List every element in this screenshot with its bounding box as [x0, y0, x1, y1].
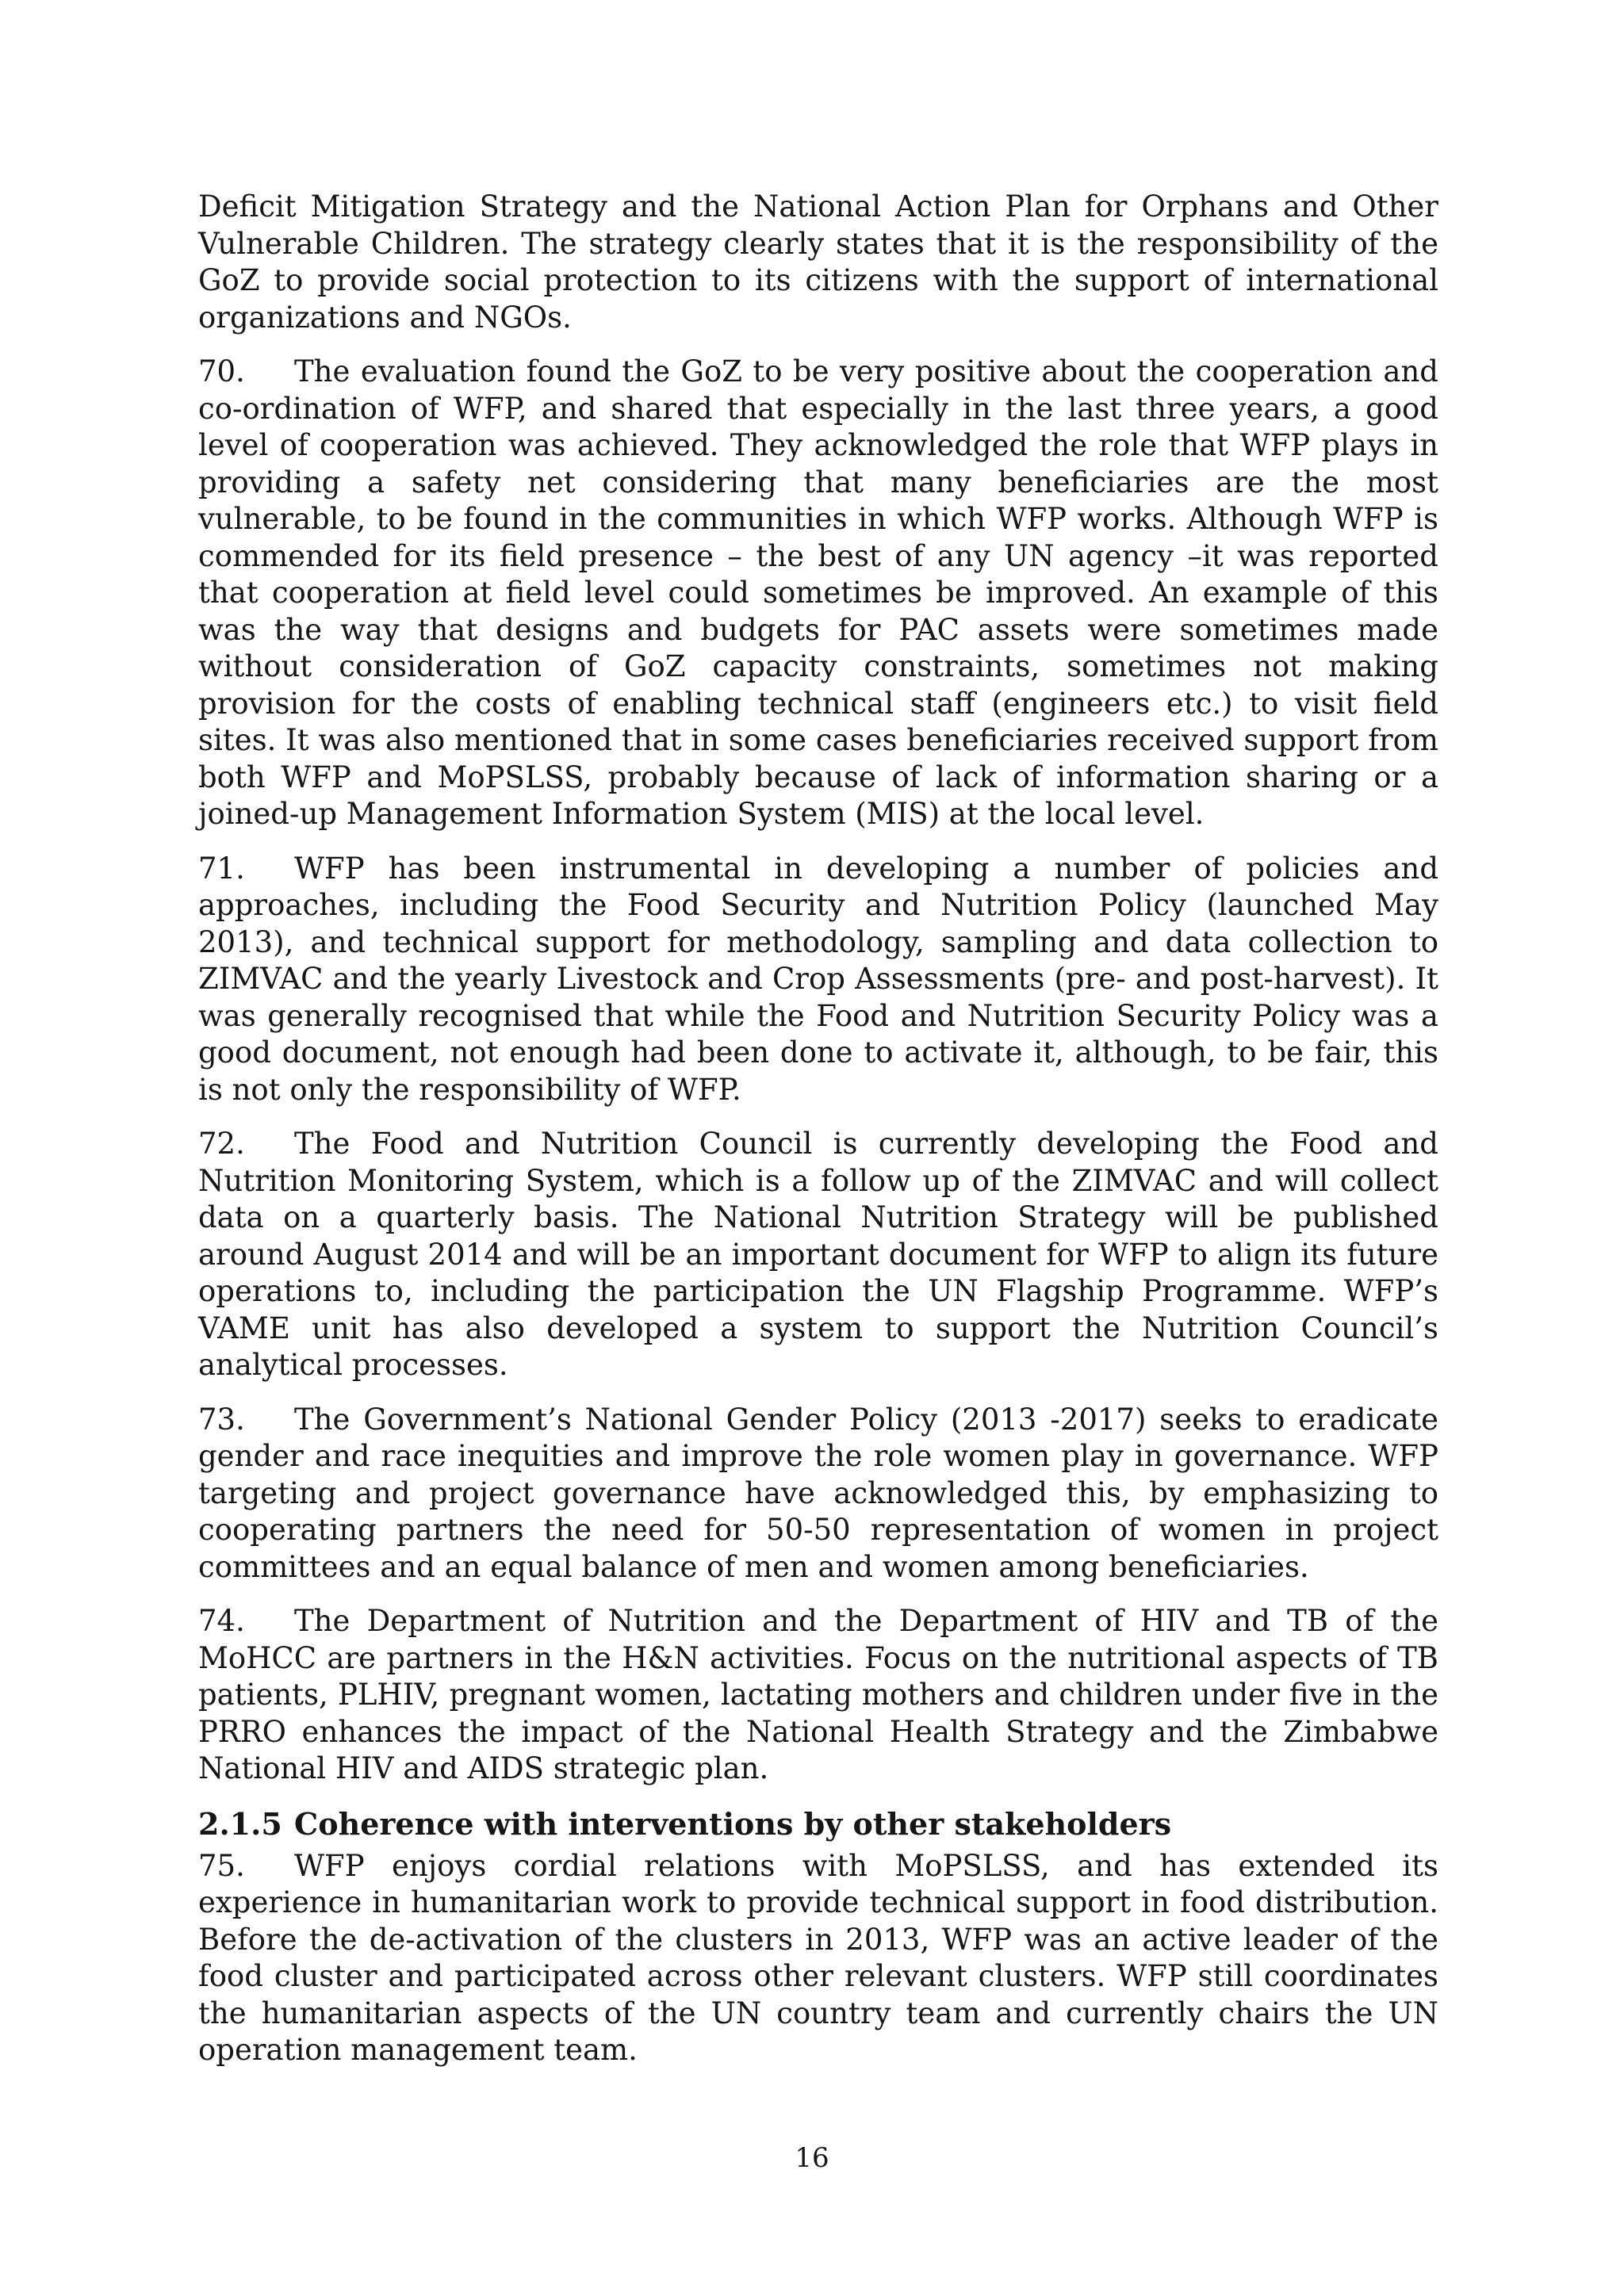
paragraph-73 [198, 1402, 1438, 1586]
paragraph-71 [198, 851, 1438, 1109]
paragraph-74 [198, 1603, 1438, 1788]
paragraph-text: The Food and Nutrition Council is currently developing the Food and Nutrition Monitoring System, which is a follow up of the ZIMVAC and will collect data on a quarterly basis. The National Nutrition Strategy will be published around August 2014 and will be an important document for WFP to align its future operations to, including the participation the UN Flagship Programme. WFP’s VAME unit has also developed a system to support the Nutrition Council’s analytical processes. [198, 1127, 1438, 1382]
paragraph-number: 73. [198, 1402, 245, 1437]
paragraph-text: The evaluation found the GoZ to be very positive about the cooperation and co-ordination of WFP, and shared that especially in the last three years, a good level of cooperation was achieved. They acknowledged the role that WFP plays in providing a safety net considering that many beneficiaries are the most vulnerable, to be found in the communities in which WFP works. Although WFP is commended for its field presence – the best of any UN agency –it was reported that cooperation at field level could sometimes be improved. An example of this was the way that designs and budgets for PAC assets were sometimes made without consideration of GoZ capacity constraints, sometimes not making provision for the costs of enabling technical staff (engineers etc.) to visit field sites. It was also mentioned that in some cases beneficiaries received support from both WFP and MoPSLSS, probably because of lack of information sharing or a joined-up Management Information System (MIS) at the local level. [198, 354, 1438, 831]
paragraph-number: 75. [198, 1848, 245, 1883]
paragraph-75 [198, 1848, 1438, 2069]
section-heading [198, 1805, 1438, 1843]
section-title: Coherence with interventions by other stakeholders [294, 1805, 1172, 1842]
paragraph-number: 72. [198, 1127, 245, 1161]
section-number: 2.1.5 [198, 1805, 282, 1842]
paragraph-number: 71. [198, 851, 245, 886]
paragraph-number: 74. [198, 1604, 245, 1638]
paragraph-70 [198, 354, 1438, 833]
paragraph-text: WFP has been instrumental in developing a number of policies and approaches, including the Food Security and Nutrition Policy (launched May 2013), and technical support for methodology, sampling and data collection to ZIMVAC and the yearly Livestock and Crop Assessments (pre- and post-harvest). It was generally recognised that while the Food and Nutrition Security Policy was a good document, not enough had been done to activate it, although, to be fair, this is not only the responsibility of WFP. [198, 851, 1438, 1107]
paragraph-text: The Government’s National Gender Policy (2013 -2017) seeks to eradicate gender and race inequities and improve the role women play in governance. WFP targeting and project governance have acknowledged this, by emphasizing to cooperating partners the need for 50-50 representation of women in project committees and an equal balance of men and women among beneficiaries. [198, 1402, 1438, 1584]
page-number: 16 [795, 2142, 829, 2174]
paragraph-72 [198, 1126, 1438, 1384]
paragraph-number: 70. [198, 354, 245, 388]
document-page [198, 189, 1438, 2069]
paragraph-text: WFP enjoys cordial relations with MoPSLSS, and has extended its experience in humanitarian work to provide technical support in food distribution. Before the de-activation of the clusters in 2013, WFP was an active leader of the food cluster and participated across other relevant clusters. WFP still coordinates the humanitarian aspects of the UN country team and currently chairs the UN operation management team. [198, 1848, 1438, 2067]
continuation-paragraph: Deficit Mitigation Strategy and the National Action Plan for Orphans and Other Vulnerable Children. The strategy clearly states that it is the responsibility of the GoZ to provide social protection to its citizens with the support of international organizations and NGOs. [198, 189, 1438, 335]
paragraph-text: The Department of Nutrition and the Department of HIV and TB of the MoHCC are partners in the H&N activities. Focus on the nutritional aspects of TB patients, PLHIV, pregnant women, lactating mothers and children under five in the PRRO enhances the impact of the National Health Strategy and the Zimbabwe National HIV and AIDS strategic plan. [198, 1604, 1438, 1785]
